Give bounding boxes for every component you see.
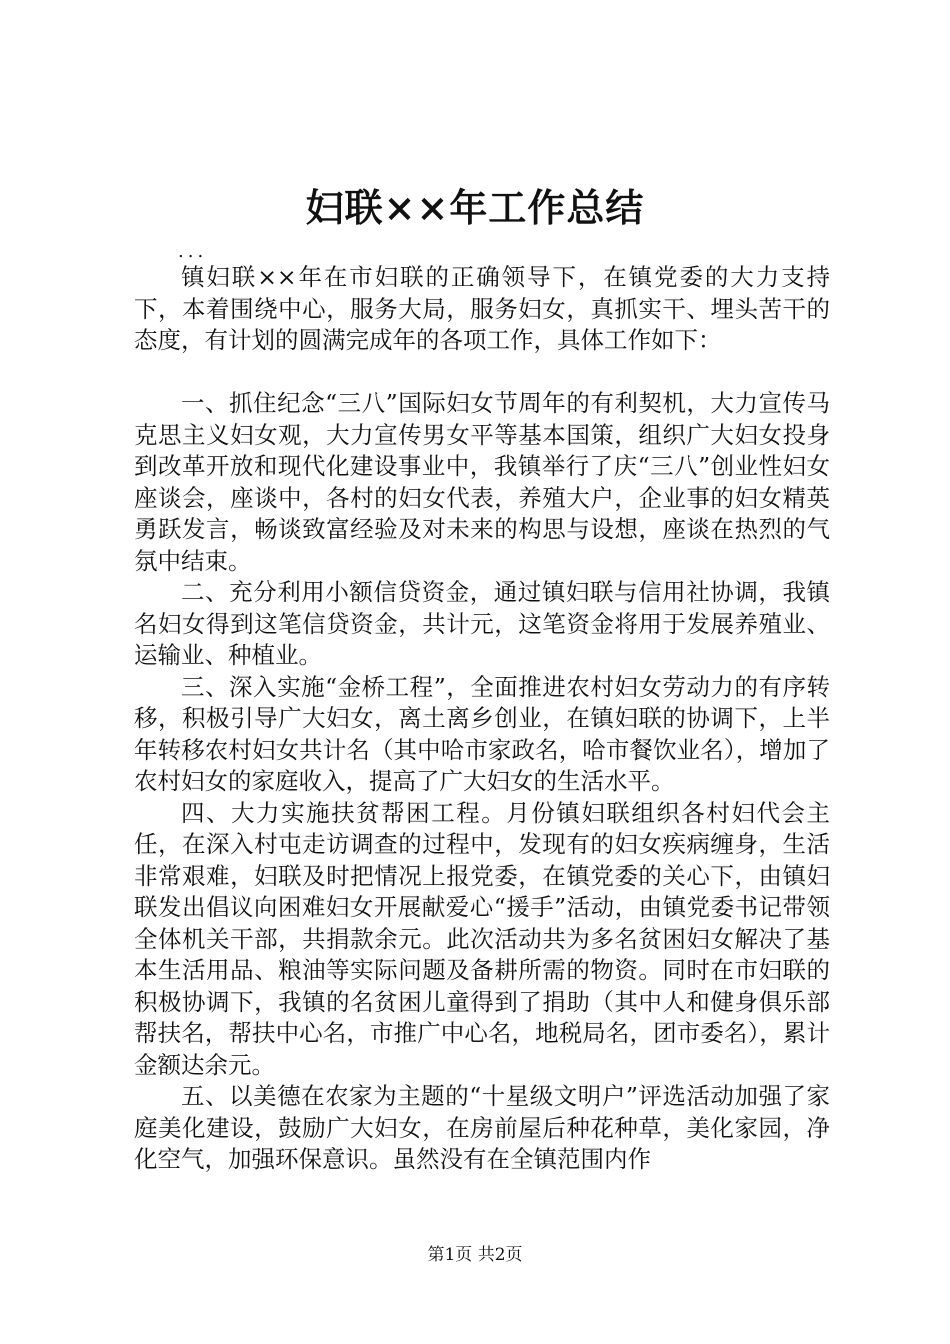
page-footer: 第1页 共2页 [427,1245,523,1265]
section-paragraph-5: 五、以美德在农家为主题的“十星级文明户”评选活动加强了家庭美化建设，鼓励广大妇女，在房前屋后种花种草，美化家园，净化空气，加强环保意识。虽然没有在全镇范围内作 [134,1082,830,1173]
section-paragraph-1: 一、抓住纪念“三八”国际妇女节周年的有利契机，大力宣传马克思主义妇女观，大力宣传男女平等基本国策，组织广大妇女投身到改革开放和现代化建设事业中，我镇举行了庆“三八”创业性妇女座谈会，座谈中，各村的妇女代表，养殖大户，企业事的妇女精英勇跃发言，畅谈致富经验及对未来的构思与设想，座谈在热烈的气氛中结束。 [134,389,830,575]
section-paragraph-3: 三、深入实施“金桥工程”，全面推进农村妇女劳动力的有序转移，积极引导广大妇女，离土离乡创业，在镇妇联的协调下，上半年转移农村妇女共计名（其中哈市家政名，哈市餐饮业名），增加了农村妇女的家庭收入，提高了广大妇女的生活水平。 [134,672,830,795]
document-title: 妇联××年工作总结 [305,185,645,230]
section-paragraph-4: 四、大力实施扶贫帮困工程。月份镇妇联组织各村妇代会主任，在深入村屯走访调查的过程中，发现有的妇女疾病缠身，生活非常艰难，妇联及时把情况上报党委，在镇党委的关心下，由镇妇联发出倡议向困难妇女开展献爱心“援手”活动，由镇党委书记带领全体机关干部，共捐款余元。此次活动共为多名贫困妇女解决了基本生活用品、粮油等实际问题及备耕所需的物资。同时在市妇联的积极协调下，我镇的名贫困儿童得到了捐助（其中人和健身俱乐部帮扶名，帮扶中心名，市推广中心名，地税局名，团市委名），累计金额达余元。 [134,798,830,1079]
document-body [134,262,830,1176]
section-paragraph-2: 二、充分利用小额信贷资金，通过镇妇联与信用社协调，我镇名妇女得到这笔信贷资金，共计元，这笔资金将用于发展养殖业、运输业、种植业。 [134,578,830,669]
intro-paragraph: 镇妇联××年在市妇联的正确领导下，在镇党委的大力支持下，本着围绕中心，服务大局，服务妇女，真抓实干、埋头苦干的态度，有计划的圆满完成年的各项工作，具体工作如下： [134,263,830,354]
ellipsis-marker: ... [178,241,208,262]
